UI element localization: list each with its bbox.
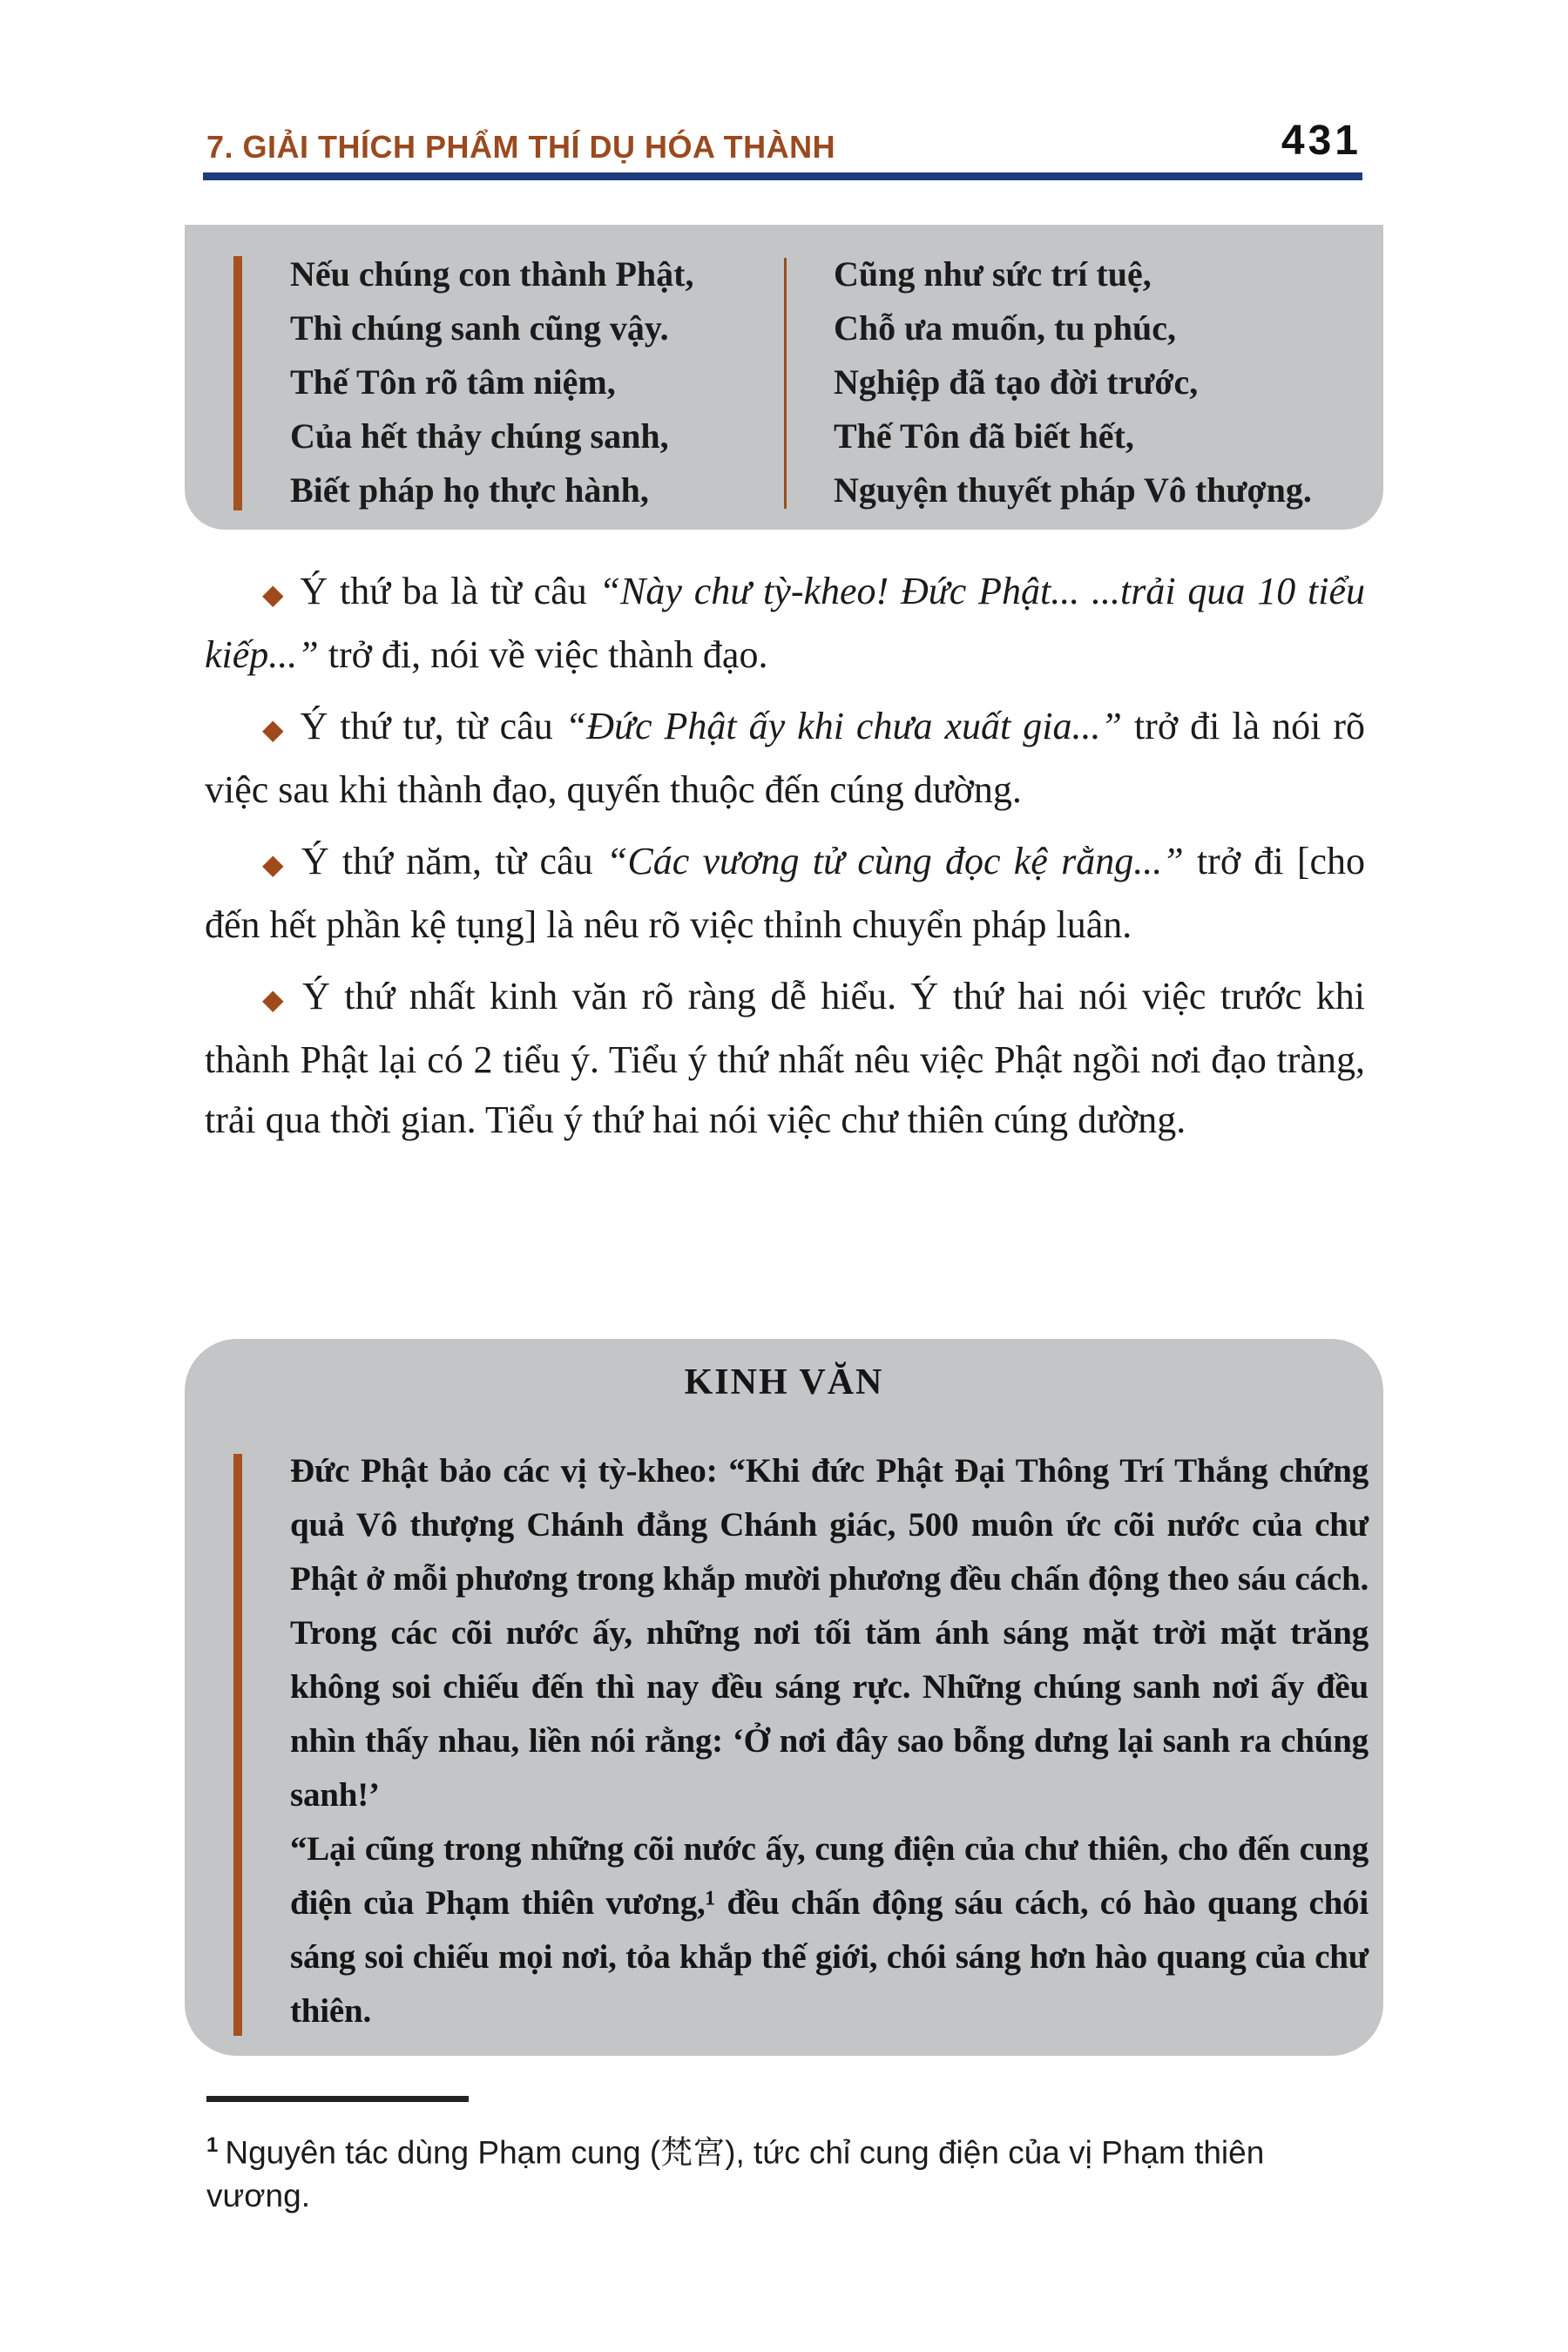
verse-column-right (834, 247, 1312, 517)
commentary-paragraph (205, 696, 1365, 820)
verse-column-left (290, 247, 693, 517)
scripture-paragraph: “Lại cũng trong những cõi nước ấy, cung điện của chư thiên, cho đến cung điện của Phạm thiên vương,¹ đều chấn động sáu cách, có hào quang chói sáng soi chiếu mọi nơi, tỏa khắp thế giới, chói sáng hơn hào quang của chư thiên. (290, 1830, 1369, 2030)
kinh-van-box (185, 1339, 1383, 2056)
page-number: 431 (1281, 118, 1362, 164)
diamond-bullet-icon: ◆ (262, 578, 287, 611)
verse-line: Thế Tôn rõ tâm niệm, (290, 362, 616, 402)
footnote-marker: 1 (206, 2133, 219, 2157)
diamond-bullet-icon: ◆ (262, 713, 287, 746)
commentary-paragraph (205, 966, 1365, 1150)
scripture-paragraph: Đức Phật bảo các vị tỳ-kheo: “Khi đức Phật Đại Thông Trí Thắng chứng quả Vô thượng Chánh đẳng Chánh giác, 500 muôn ức cõi nước của chư Phật ở mỗi phương trong khắp mười phương đều chấn động theo sáu cách. Trong các cõi nước ấy, những nơi tối tăm ánh sáng mặt trời mặt trăng không soi chiếu đến thì nay đều sáng rực. Những chúng sanh nơi ấy đều nhìn thấy nhau, liền nói rằng: ‘Ở nơi đây sao bỗng dưng lại sanh ra chúng sanh!’ (290, 1452, 1369, 1814)
footnote-text: Nguyên tác dùng Phạm cung (梵宮), tức chỉ cung điện của vị Phạm thiên vương. (206, 2134, 1265, 2214)
kinh-van-passage (290, 1444, 1369, 2038)
verse-line: Cũng như sức trí tuệ, (834, 254, 1152, 294)
diamond-bullet-icon: ◆ (262, 848, 287, 881)
verse-line: Nếu chúng con thành Phật, (290, 254, 694, 294)
quote-left-bar (233, 1454, 242, 2036)
paragraph-text: trở đi [cho đến hết phần kệ tụng] là nêu rõ việc thỉnh chuyển pháp luân. (205, 840, 1365, 946)
diamond-bullet-icon: ◆ (262, 983, 289, 1016)
verse-line: Thì chúng sanh cũng vậy. (290, 308, 669, 348)
verse-column-divider (784, 258, 787, 509)
kinh-van-heading: KINH VĂN (684, 1362, 884, 1402)
header-rule (203, 172, 1362, 180)
paragraph-text: trở đi là nói rõ việc sau khi thành đạo, quyến thuộc đến cúng dường. (205, 705, 1365, 811)
paragraph-text: Ý thứ tư, từ câu (300, 705, 565, 747)
paragraph-text: Ý thứ ba là từ câu (300, 570, 599, 612)
commentary-paragraph (205, 831, 1365, 955)
verse-line: Thế Tôn đã biết hết, (834, 416, 1134, 456)
chapter-header-title: 7. GIẢI THÍCH PHẨM THÍ DỤ HÓA THÀNH (206, 129, 836, 165)
quoted-scripture-text: “Này chư tỳ-kheo! Đức Phật... ...trải qua 10 tiểu kiếp...” (205, 570, 1366, 676)
quoted-scripture-text: “Các vương tử cùng đọc kệ rằng...” (605, 840, 1184, 882)
footnote (206, 2124, 1365, 2218)
commentary-section (205, 561, 1365, 1161)
quote-left-bar (233, 256, 242, 510)
paragraph-text: Ý thứ nhất kinh văn rõ ràng dễ hiểu. Ý thứ hai nói việc trước khi thành Phật lại có 2 tiểu ý. Tiểu ý thứ nhất nêu việc Phật ngồi nơi đạo tràng, trải qua thời gian. Tiểu ý thứ hai nói việc chư thiên cúng dường. (205, 975, 1366, 1141)
paragraph-text: trở đi, nói về việc thành đạo. (318, 633, 768, 676)
footnote-separator (206, 2096, 469, 2102)
commentary-paragraph (205, 561, 1365, 685)
verse-line: Nguyện thuyết pháp Vô thượng. (834, 470, 1312, 510)
verse-line: Biết pháp họ thực hành, (290, 470, 649, 510)
verse-line: Chỗ ưa muốn, tu phúc, (834, 308, 1177, 348)
verse-line: Nghiệp đã tạo đời trước, (834, 362, 1199, 402)
verse-quote-box (185, 225, 1383, 530)
quoted-scripture-text: “Đức Phật ấy khi chưa xuất gia...” (564, 705, 1122, 747)
verse-line: Của hết thảy chúng sanh, (290, 416, 669, 456)
paragraph-text: Ý thứ năm, từ câu (301, 840, 606, 882)
